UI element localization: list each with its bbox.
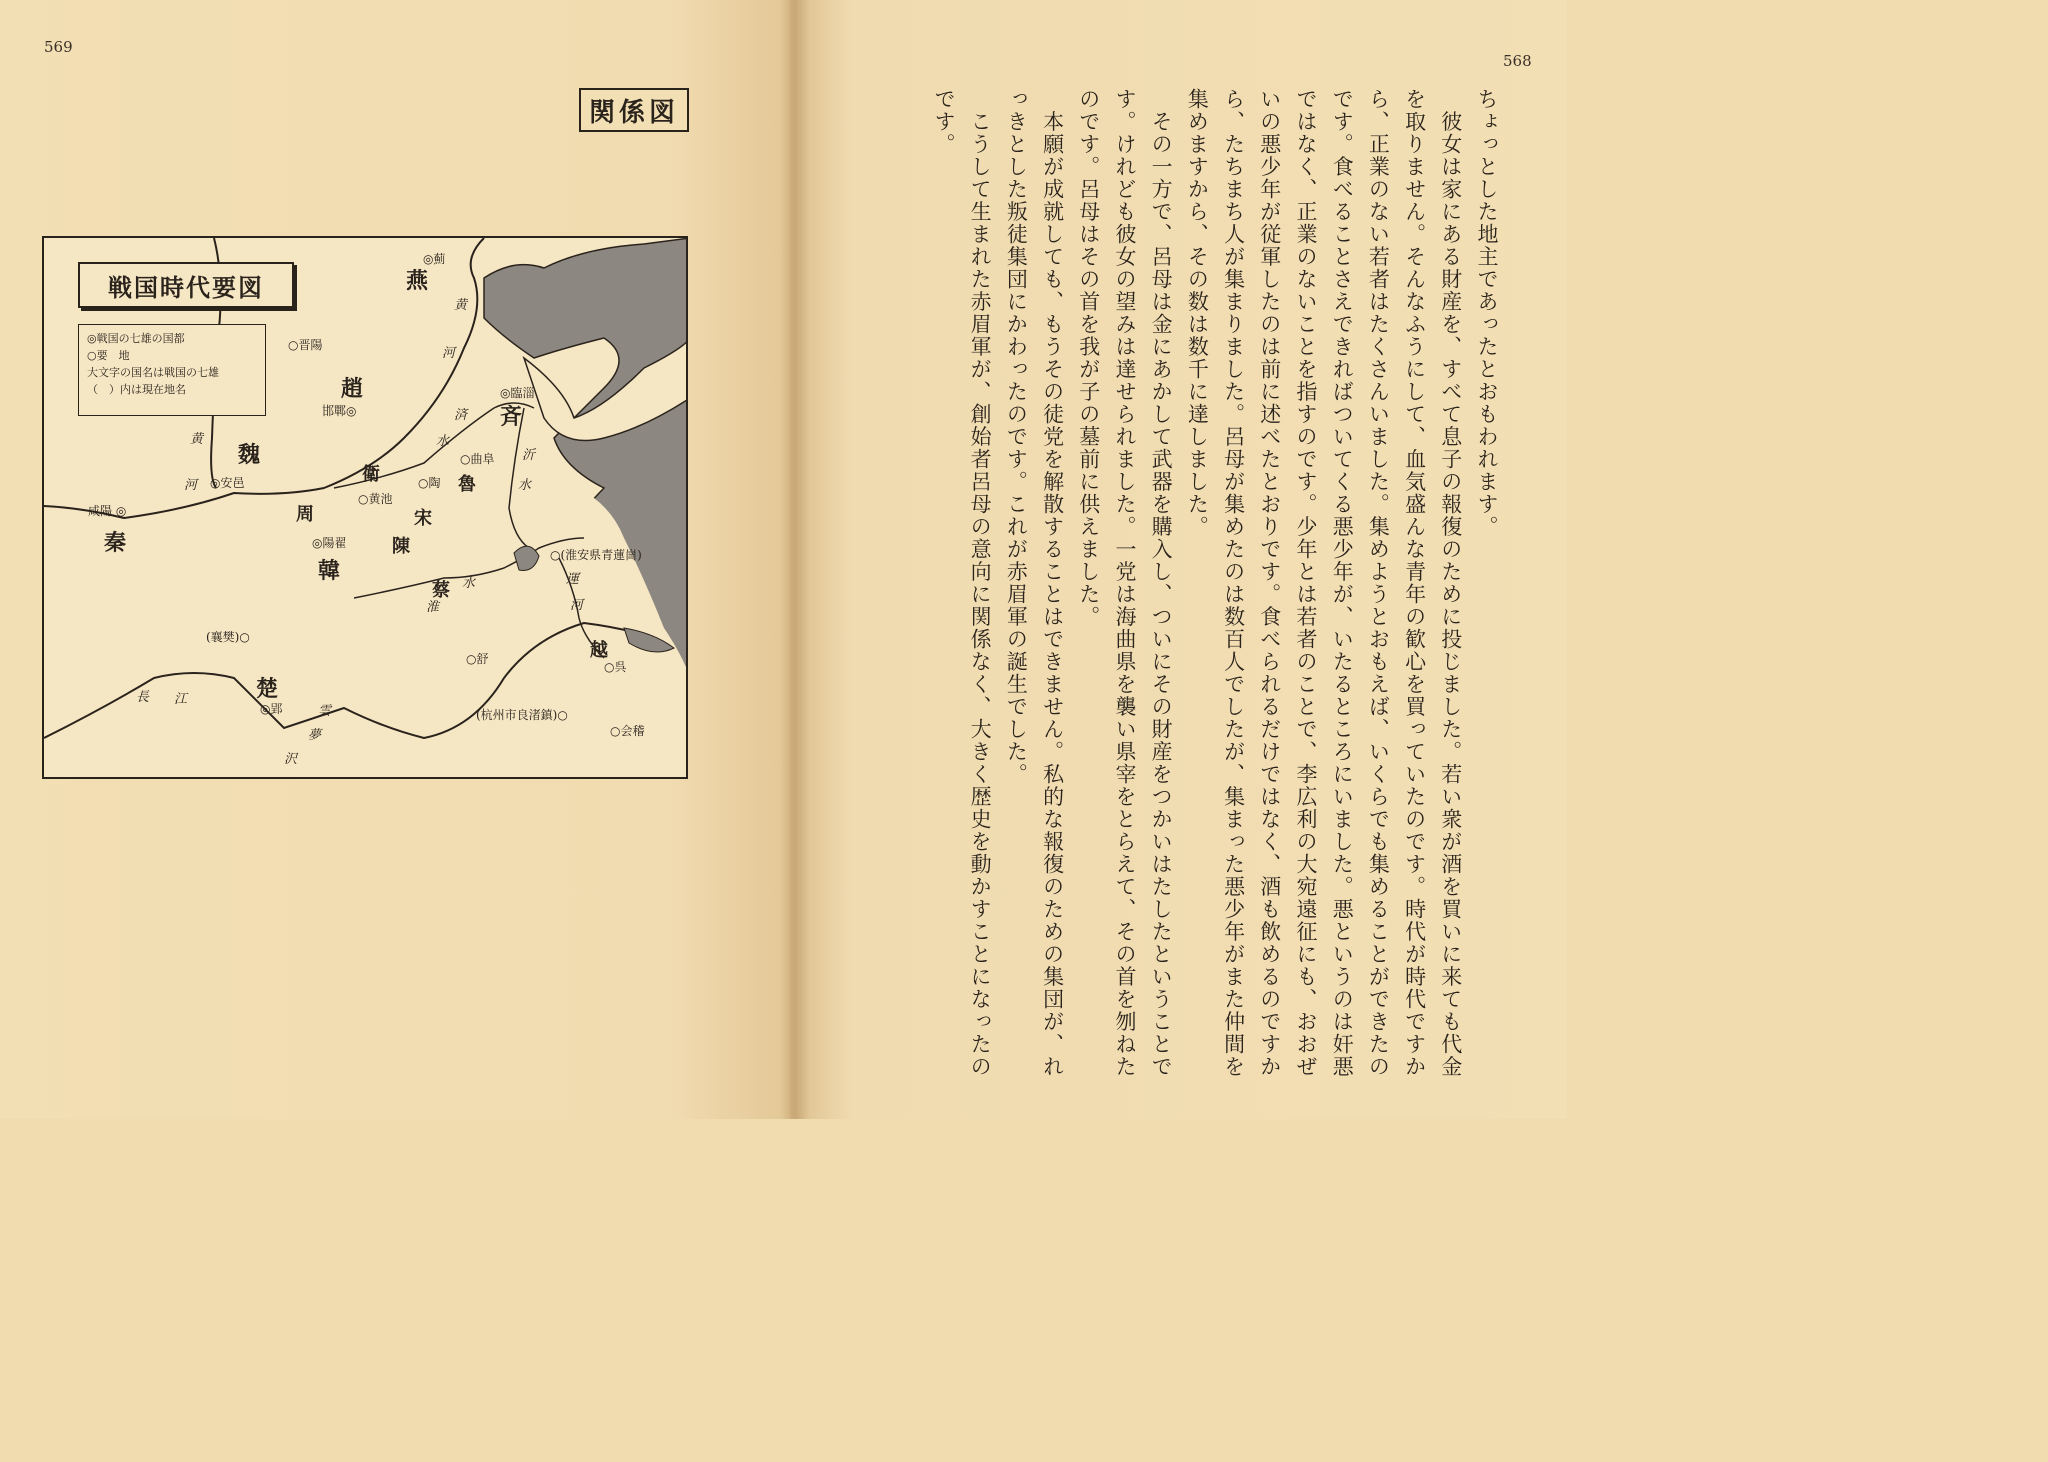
- river-label: 水: [518, 478, 532, 493]
- place-linzi: ◎臨淄: [500, 386, 535, 400]
- section-title: 関係図: [579, 88, 689, 132]
- place-handan: 邯鄲◎: [322, 404, 357, 418]
- map-title: 戦国時代要図: [78, 262, 294, 308]
- right-page-number: 568: [1503, 52, 1532, 70]
- place-wu: ○呉: [604, 660, 627, 674]
- state-label: 越: [590, 640, 608, 661]
- place-liangzhu: (杭州市良渚鎮)○: [476, 708, 568, 722]
- state-label: 魏: [238, 442, 261, 468]
- river-label: 水: [462, 576, 476, 591]
- place-tao: ○陶: [418, 476, 441, 490]
- place-huangchi: ○黄池: [358, 492, 393, 506]
- legend-key-place: ○要 地: [87, 349, 130, 362]
- state-label: 斉: [500, 404, 523, 430]
- map-legend: [78, 324, 266, 416]
- state-label: 蔡: [432, 580, 450, 601]
- place-xianyang: 咸陽 ◎: [88, 504, 127, 518]
- place-shu: ○舒: [466, 652, 489, 666]
- river-label: 黄: [190, 432, 204, 447]
- state-label: 魯: [458, 474, 476, 495]
- paragraph: その一方で、呂母は金にあかして武器を購入し、ついにその財産をつかいはたしたということです。けれども彼女の望みは達せられました。一党は海曲県を襲い県宰をとらえて、その首を刎ねたのです。呂母はその首を我が子の墓前に供えました。: [1076, 88, 1174, 1078]
- body-text: [931, 88, 1505, 1088]
- state-label: 韓: [318, 558, 341, 584]
- place-huaian: ○(淮安県青蓮崗): [550, 548, 642, 562]
- book-gutter: [780, 0, 810, 1119]
- river-label: 運: [566, 572, 580, 587]
- legend-note-paren: （ ）内は現在地名: [87, 383, 186, 396]
- paragraph: 彼女は家にある財産を、すべて息子の報復のために投じました。若い衆が酒を買いに来ても代金を取りません。そんなふうにして、血気盛んな青年の歓心を買っていたのです。時代が時代ですから、正業のない若者はたくさんいました。集めようとおもえば、いくらでも集めることができたのです。食べることさえできればついてくる悪少年が、いたるところにいました。悪というのは奸悪ではなく、正業のないことを指すのです。少年とは若者のことで、李広利の大宛遠征にも、おおぜいの悪少年が従軍したのは前に述べたとおりです。食べられるだけではなく、酒も飲めるのですから、たちまち人が集まりました。呂母が集めたのは数百人でしたが、集まった悪少年がまた仲間を集めますから、その数は数千に達しました。: [1185, 88, 1463, 1078]
- state-label: 衛: [362, 464, 380, 485]
- river-label: 河: [184, 478, 198, 493]
- river-label: 水: [436, 434, 450, 449]
- state-label: 周: [296, 504, 314, 525]
- paragraph: ちょっとした地主であったとおもわれます。: [1475, 88, 1499, 538]
- warring-states-map: [42, 236, 688, 779]
- river-label: 雲: [318, 704, 332, 719]
- river-label: 沢: [284, 752, 298, 767]
- place-ji: ◎薊: [423, 252, 446, 266]
- place-xiangfan: (襄樊)○: [206, 630, 250, 644]
- state-label: 宋: [414, 508, 432, 529]
- river-label: 黄: [454, 298, 468, 313]
- place-anyi: ◎安邑: [210, 476, 245, 490]
- river-label: 淮: [426, 600, 440, 615]
- state-label: 陳: [392, 536, 410, 557]
- place-kuaiji: ○会稽: [610, 724, 645, 738]
- legend-capital: ◎戦国の七雄の国都: [87, 332, 185, 345]
- state-label: 趙: [341, 376, 364, 402]
- state-label: 燕: [406, 268, 429, 294]
- river-label: 河: [442, 346, 456, 361]
- legend-note-large: 大文字の国名は戦国の七雄: [87, 366, 219, 379]
- place-qufu: ○曲阜: [460, 452, 495, 466]
- river-label: 夢: [308, 728, 322, 743]
- paragraph: こうして生まれた赤眉軍が、創始者呂母の意向に関係なく、大きく歴史を動かすことになったのです。: [931, 88, 993, 1078]
- paragraph: 本願が成就しても、もうその徒党を解散することはできません。私的な報復のための集団が、れっきとした叛徒集団にかわったのです。これが赤眉軍の誕生でした。: [1004, 88, 1065, 1078]
- river-label: 河: [570, 598, 584, 613]
- river-label: 長: [136, 690, 150, 705]
- place-yangzhai: ◎陽翟: [312, 536, 347, 550]
- place-ying: ◎郢: [260, 702, 283, 716]
- river-label: 沂: [522, 448, 536, 463]
- state-label: 楚: [256, 676, 279, 702]
- place-jinyang: ○晋陽: [288, 338, 323, 352]
- river-label: 済: [454, 408, 468, 423]
- left-page-number: 569: [44, 38, 73, 56]
- state-label: 秦: [104, 530, 127, 556]
- river-label: 江: [174, 692, 188, 707]
